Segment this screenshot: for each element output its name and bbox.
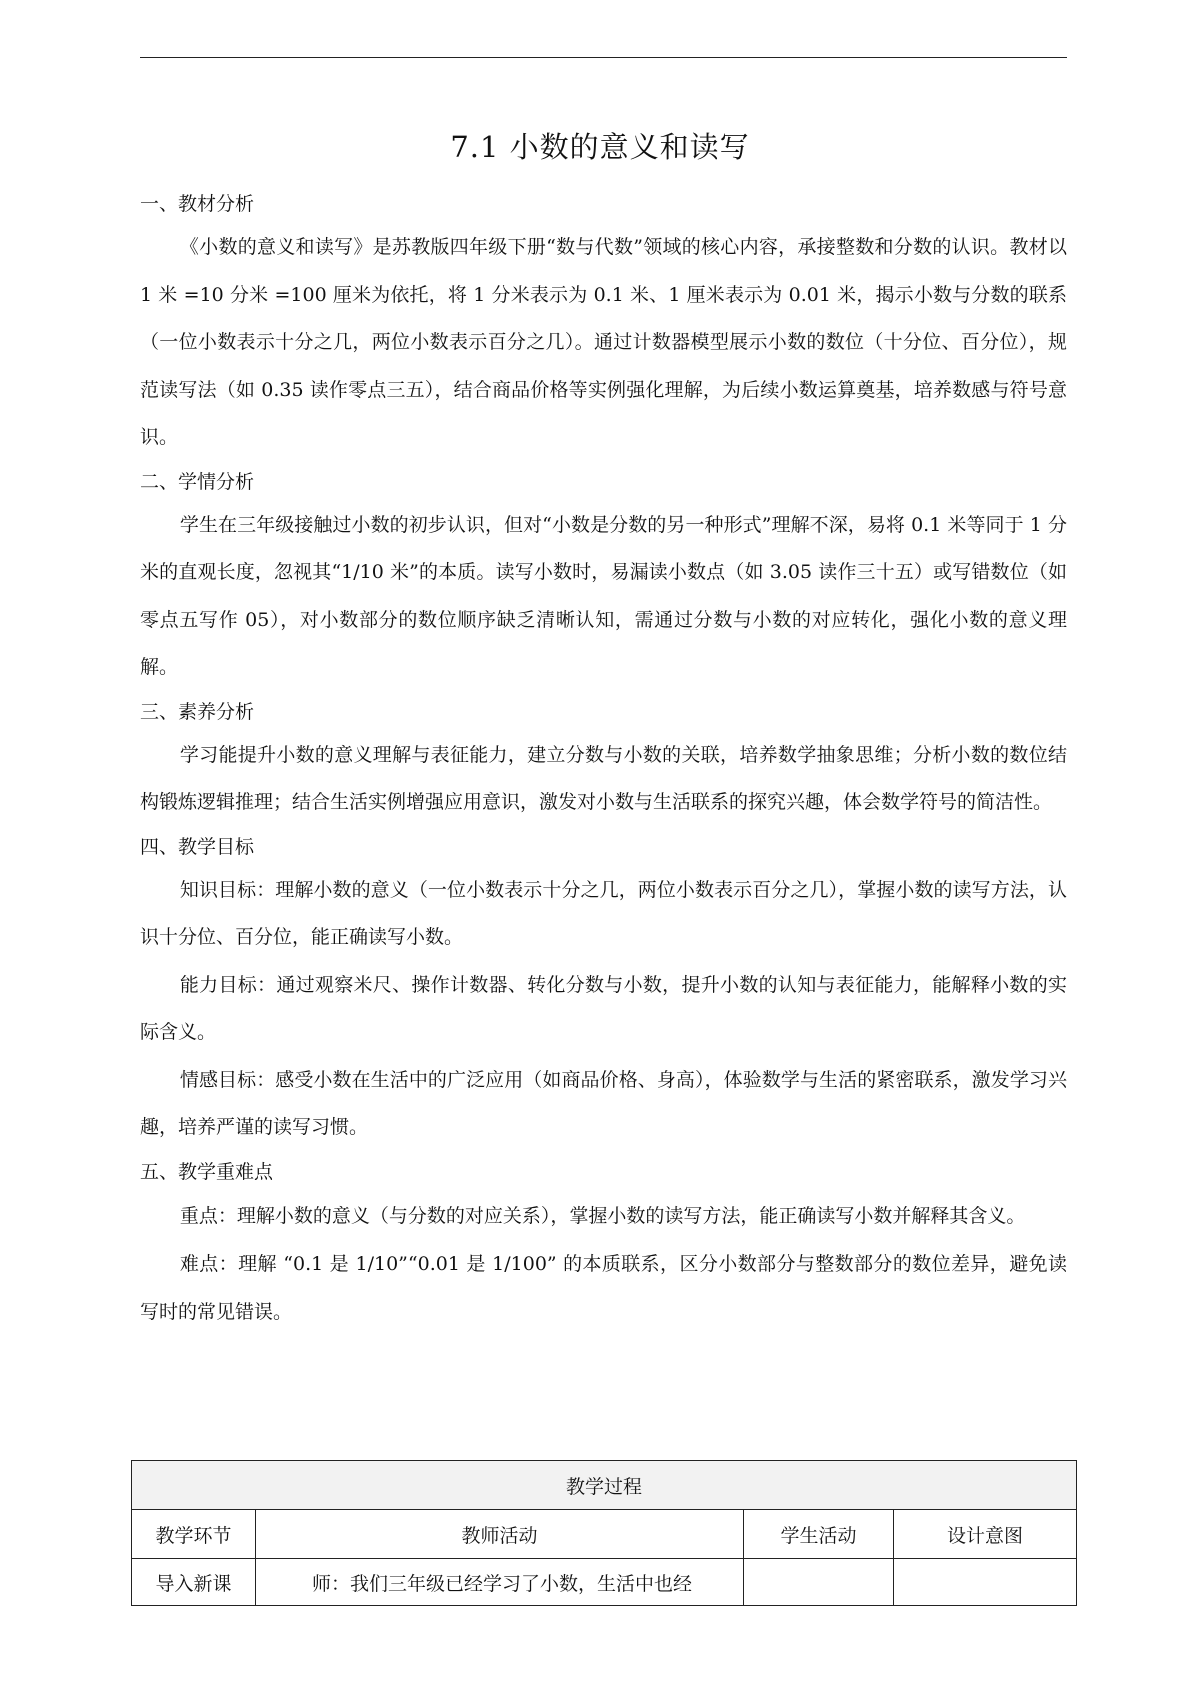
column-header-student: 学生活动: [744, 1510, 894, 1559]
section-paragraph: 学生在三年级接触过小数的初步认识，但对“小数是分数的另一种形式”理解不深，易将 0.1 米等同于 1 分米的直观长度，忽视其“1/10 米”的本质。读写小数时，易漏读小数点（如 3.05 读作三十五）或写错数位（如零点五写作 05），对小数部分的数位顺序缺乏清晰认知，需通过分数与小数的对应转化，强化小数的意义理解。: [140, 513, 1067, 678]
cell-teacher-activity: 师：我们三年级已经学习了小数，生活中也经: [256, 1559, 744, 1606]
section-paragraph: 《小数的意义和读写》是苏教版四年级下册“数与代数”领域的核心内容，承接整数和分数的认识。教材以 1 米 =10 分米 =100 厘米为依托，将 1 分米表示为 0.1 米、1 厘米表示为 0.01 米，揭示小数与分数的联系（一位小数表示十分之几，两位小数表示百分之几）。通过计数器模型展示小数的数位（十分位、百分位），规范读写法（如 0.35 读作零点三五），结合商品价格等实例强化理解，为后续小数运算奠基，培养数感与符号意识。: [140, 236, 1067, 448]
section-heading: 四、教学目标: [140, 835, 255, 858]
column-header-intent: 设计意图: [894, 1510, 1077, 1559]
page-title: 7.1 小数的意义和读写: [450, 130, 750, 164]
table-row: [132, 1559, 1077, 1606]
cell-stage: 导入新课: [132, 1559, 256, 1606]
objective-knowledge: 知识目标：理解小数的意义（一位小数表示十分之几，两位小数表示百分之几），掌握小数的读写方法，认识十分位、百分位，能正确读写小数。: [140, 878, 1067, 948]
column-header-teacher: 教师活动: [256, 1510, 744, 1559]
section-heading: 三、素养分析: [140, 700, 255, 723]
section-textbook-analysis: [140, 184, 1067, 462]
section-key-difficult-points: [140, 1152, 1067, 1336]
document-body: [140, 184, 1067, 1336]
table-caption: 教学过程: [132, 1461, 1077, 1510]
section-paragraph: 学习能提升小数的意义理解与表征能力，建立分数与小数的关联，培养数学抽象思维；分析小数的数位结构锻炼逻辑推理；结合生活实例增强应用意识，激发对小数与生活联系的探究兴趣，体会数学符号的简洁性。: [140, 743, 1067, 813]
cell-design-intent: [894, 1559, 1077, 1606]
section-teaching-objectives: [140, 827, 1067, 1152]
header-rule: [140, 57, 1067, 58]
table-caption-row: [132, 1461, 1077, 1510]
objective-emotion: 情感目标：感受小数在生活中的广泛应用（如商品价格、身高），体验数学与生活的紧密联系，激发学习兴趣，培养严谨的读写习惯。: [140, 1068, 1067, 1138]
objective-ability: 能力目标：通过观察米尺、操作计数器、转化分数与小数，提升小数的认知与表征能力，能解释小数的实际含义。: [140, 973, 1067, 1043]
key-point: 重点：理解小数的意义（与分数的对应关系），掌握小数的读写方法，能正确读写小数并解释其含义。: [179, 1204, 1026, 1227]
section-heading: 一、教材分析: [140, 193, 255, 215]
section-learner-analysis: [140, 462, 1067, 692]
difficult-point: 难点：理解 “0.1 是 1/10”“0.01 是 1/100” 的本质联系，区分小数部分与整数部分的数位差异，避免读写时的常见错误。: [140, 1252, 1067, 1323]
teaching-process-table: [131, 1460, 1077, 1606]
column-header-stage: 教学环节: [132, 1510, 256, 1559]
section-heading: 五、教学重难点: [140, 1160, 274, 1183]
section-heading: 二、学情分析: [140, 470, 255, 493]
cell-student-activity: [744, 1559, 894, 1606]
section-literacy-analysis: [140, 692, 1067, 827]
table-header-row: [132, 1510, 1077, 1559]
